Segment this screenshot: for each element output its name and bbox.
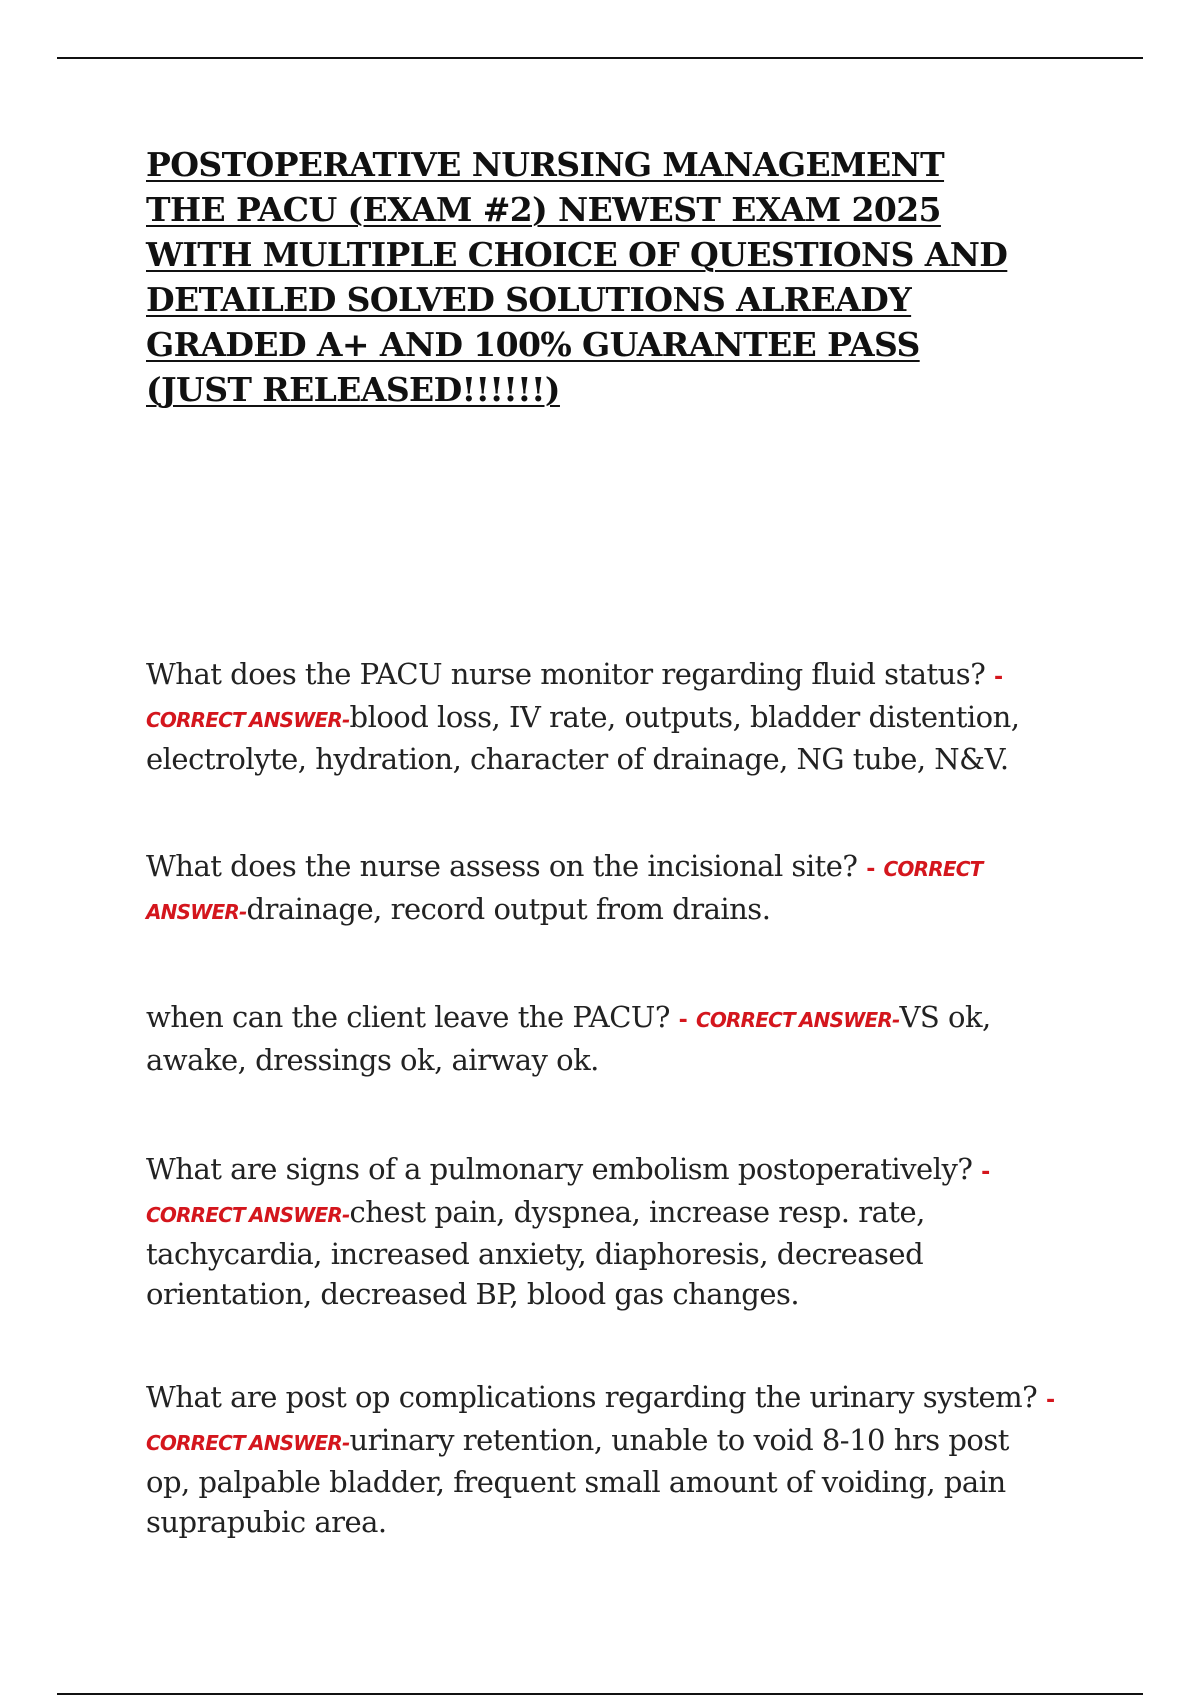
answer-text: VS ok, xyxy=(899,1000,991,1034)
question-text: What are signs of a pulmonary embolism postoperatively? xyxy=(146,1152,973,1186)
title-line: THE PACU (EXAM #2) NEWEST EXAM 2025 xyxy=(146,190,941,229)
answer-dash: - xyxy=(981,1160,990,1185)
document-header xyxy=(146,142,1086,412)
answer-joiner: - xyxy=(341,707,350,732)
title-line: GRADED A+ AND 100% GUARANTEE PASS xyxy=(146,325,920,364)
qa-item xyxy=(146,1150,990,1314)
top-rule xyxy=(57,57,1143,59)
question-text: What are post op complications regarding the urinary system? xyxy=(146,1380,1038,1414)
correct-answer-marker: CORRECT ANSWER xyxy=(695,1008,892,1032)
qa-item xyxy=(146,655,1020,780)
answer-text: blood loss, IV rate, outputs, bladder distention, xyxy=(349,699,1020,734)
title-line: WITH MULTIPLE CHOICE OF QUESTIONS AND xyxy=(146,235,1008,274)
answer-dash: - xyxy=(678,1008,688,1033)
answer-text: suprapubic area. xyxy=(146,1504,387,1539)
title-line: POSTOPERATIVE NURSING MANAGEMENT xyxy=(146,145,945,184)
answer-joiner: - xyxy=(341,1202,350,1227)
question-text: What does the nurse assess on the incisional site? xyxy=(146,849,858,883)
correct-answer-marker: CORRECT xyxy=(883,857,983,881)
correct-answer-marker: ANSWER xyxy=(146,899,239,924)
answer-joiner: - xyxy=(891,1008,900,1032)
qa-item xyxy=(146,1378,1055,1542)
answer-dash: - xyxy=(993,665,1003,690)
answer-joiner: - xyxy=(238,899,247,924)
title-line: DETAILED SOLVED SOLUTIONS ALREADY xyxy=(146,280,912,319)
document-title xyxy=(146,142,1066,412)
answer-text: orientation, decreased BP, blood gas changes. xyxy=(146,1276,800,1311)
answer-text: op, palpable bladder, frequent small amount of voiding, pain xyxy=(146,1465,1006,1499)
qa-item xyxy=(146,998,991,1080)
answer-text: urinary retention, unable to void 8-10 hrs post xyxy=(349,1422,1009,1457)
answer-text: tachycardia, increased anxiety, diaphoresis, decreased xyxy=(146,1237,924,1271)
answer-dash: - xyxy=(866,857,875,882)
answer-joiner: - xyxy=(341,1430,350,1455)
question-text: when can the client leave the PACU? xyxy=(146,1000,670,1034)
answer-dash: - xyxy=(1045,1388,1055,1413)
title-line: (JUST RELEASED!!!!!!) xyxy=(146,370,560,409)
question-text: What does the PACU nurse monitor regarding fluid status? xyxy=(146,657,986,691)
answer-text: drainage, record output from drains. xyxy=(246,891,771,926)
correct-answer-marker: CORRECT ANSWER xyxy=(146,1430,342,1455)
qa-item xyxy=(146,847,982,932)
bottom-rule xyxy=(57,1693,1143,1695)
correct-answer-marker: CORRECT ANSWER xyxy=(146,707,342,732)
answer-text: electrolyte, hydration, character of drainage, NG tube, N&V. xyxy=(146,742,1009,776)
correct-answer-marker: CORRECT ANSWER xyxy=(146,1202,342,1227)
answer-text: chest pain, dyspnea, increase resp. rate, xyxy=(349,1194,925,1229)
answer-text: awake, dressings ok, airway ok. xyxy=(146,1042,599,1077)
